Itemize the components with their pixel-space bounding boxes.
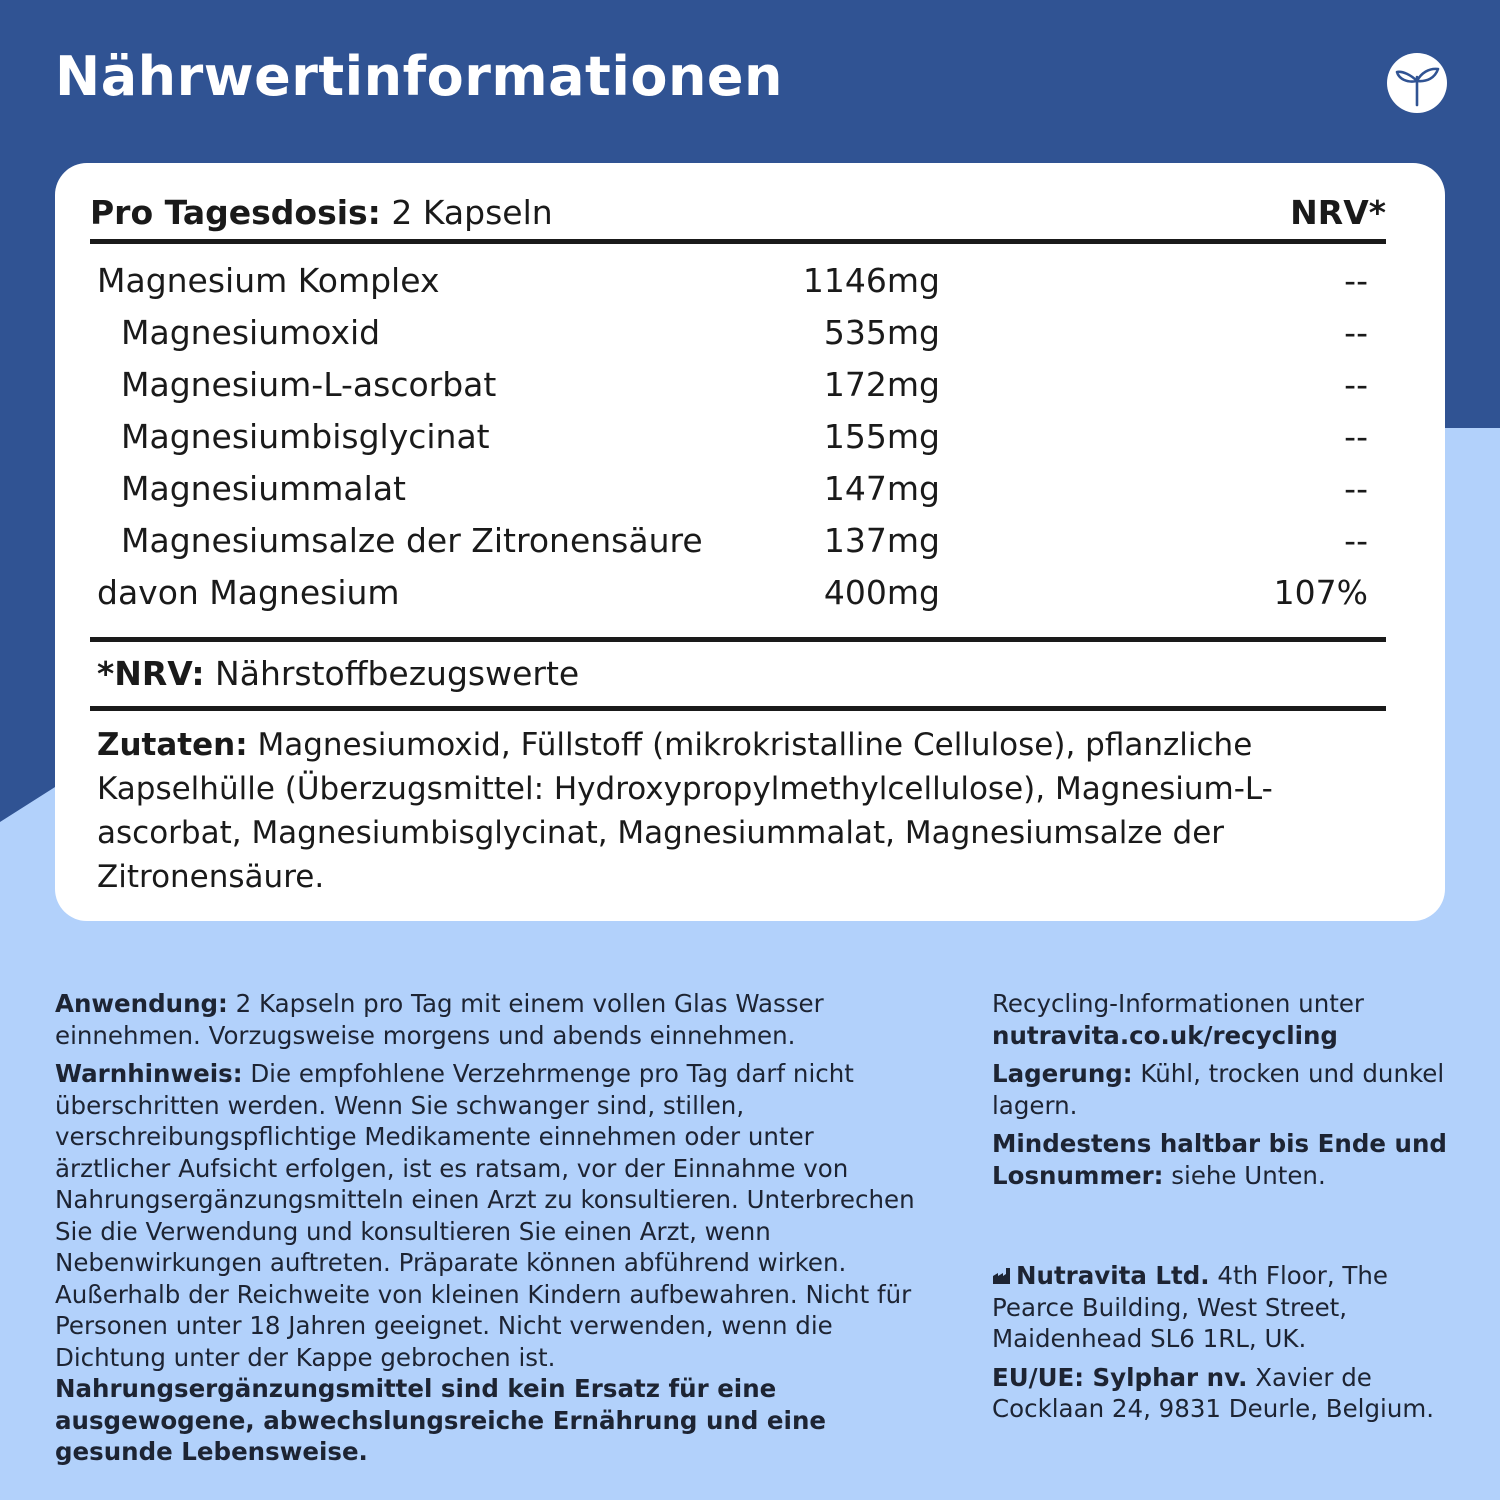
- nutrient-name: Magnesiummalat: [121, 469, 406, 508]
- nutrient-name: Magnesiumbisglycinat: [121, 417, 490, 456]
- page-title: Nährwertinformationen: [55, 45, 783, 108]
- table-row: [90, 515, 1386, 567]
- disclaimer: Nahrungsergänzungsmittel sind kein Ersatz für eine ausgewogene, abwechslungsreiche Ernährung und eine gesunde Lebensweise.: [55, 1374, 826, 1466]
- recycling-link[interactable]: nutravita.co.uk/recycling: [992, 1020, 1338, 1050]
- nutrient-nrv: 107%: [1273, 573, 1368, 612]
- usage-paragraph: [55, 988, 935, 1051]
- nutrient-amount: 535mg: [823, 313, 940, 352]
- warning-label: Warnhinweis:: [55, 1059, 243, 1088]
- nutrient-amount: 137mg: [823, 521, 940, 560]
- bestbefore-paragraph: [992, 1128, 1452, 1191]
- nutrient-nrv: --: [1344, 313, 1368, 352]
- manufacturer-address: 4th Floor, The Pearce Building, West Street, Maidenhead SL6 1RL, UK.: [992, 1261, 1388, 1353]
- table-row: [90, 411, 1386, 463]
- factory-icon: [992, 1261, 1012, 1279]
- usage-warnings: [55, 988, 935, 1475]
- table-row: [90, 307, 1386, 359]
- nutrient-name: Magnesium-L-ascorbat: [121, 365, 497, 404]
- eu-paragraph: [992, 1362, 1452, 1425]
- nrv-header: NRV*: [1290, 193, 1386, 232]
- nutrient-nrv: --: [1344, 469, 1368, 508]
- ingredients: [90, 723, 1347, 899]
- bestbefore-label: Mindestens haltbar bis Ende und Losnummer:: [992, 1129, 1447, 1190]
- nutrient-name: davon Magnesium: [97, 573, 400, 612]
- nutrient-name: Magnesiumsalze der Zitronensäure: [121, 521, 703, 560]
- leaf-sprout-icon: [1387, 53, 1447, 113]
- nutrient-nrv: --: [1344, 365, 1368, 404]
- nutrient-nrv: --: [1344, 417, 1368, 456]
- nutrient-amount: 147mg: [823, 469, 940, 508]
- bestbefore-text: siehe Unten.: [1163, 1160, 1326, 1190]
- footnote-text: Nährstoffbezugswerte: [204, 654, 580, 693]
- serving-label: Pro Tagesdosis:: [90, 193, 381, 232]
- nutrient-name: Magnesium Komplex: [97, 261, 440, 300]
- nutrient-nrv: --: [1344, 261, 1368, 300]
- nutrient-amount: 172mg: [823, 365, 940, 404]
- table-row: [90, 359, 1386, 411]
- recycling-text: Recycling-Informationen unter: [992, 989, 1364, 1018]
- ingredients-text: Magnesiumoxid, Füllstoff (mikrokristalline Cellulose), pflanzliche Kapselhülle (Überzugsmittel: Hydroxypropylmethylcellulose), Magnesium-L- ascorbat, Magnesiumbisglycinat, Magnesiummalat, Magnesiumsalze der Zitronensäure.: [97, 727, 1273, 895]
- table-row: [90, 463, 1386, 515]
- nutrient-name: Magnesiumoxid: [121, 313, 381, 352]
- warning-paragraph: [55, 1058, 935, 1468]
- spacer: [992, 1198, 1452, 1260]
- nutrient-amount: 155mg: [823, 417, 940, 456]
- serving-value: 2 Kapseln: [380, 193, 553, 232]
- manufacturer-paragraph: [992, 1260, 1452, 1355]
- nutrient-amount: 400mg: [823, 573, 940, 612]
- table-row: [90, 567, 1386, 619]
- usage-label: Anwendung:: [55, 989, 228, 1018]
- serving-header: [90, 191, 1386, 235]
- nutrient-table: [90, 255, 1386, 619]
- ingredients-label: Zutaten:: [97, 727, 248, 763]
- warning-text: Die empfohlene Verzehrmenge pro Tag darf nicht überschritten werden. Wenn Sie schwanger sind, stillen, verschreibungspflichtige Medikamente einnehmen oder unter ärztlicher Aufsicht erfolgen, ist es ratsam, vor der Einnahme von Nahrungsergänzungsmitteln einen Arzt zu konsultieren. Unterbrechen Sie die Verwendung und konsultieren Sie einen Arzt, wenn Nebenwirkungen auftreten. Präparate können abführend wirken. Außerhalb der Reichweite von kleinen Kindern aufbewahren. Nicht für Personen unter 18 Jahren geeignet. Nicht verwenden, wenn die Dichtung unter der Kappe gebrochen ist.: [55, 1059, 915, 1372]
- eu-label: EU/UE: Sylphar nv.: [992, 1362, 1248, 1392]
- divider: [90, 706, 1386, 711]
- table-row: [90, 255, 1386, 307]
- nutrition-card: [55, 163, 1445, 921]
- nutrient-nrv: --: [1344, 521, 1368, 560]
- storage-label: Lagerung:: [992, 1059, 1133, 1088]
- storage-text: Kühl, trocken und dunkel lagern.: [992, 1059, 1445, 1120]
- recycling-paragraph: [992, 988, 1452, 1051]
- manufacturer-name: Nutravita Ltd.: [1016, 1261, 1210, 1290]
- footnote-label: *NRV:: [97, 654, 205, 693]
- nutrient-amount: 1146mg: [802, 261, 940, 300]
- nrv-footnote: [90, 651, 1393, 697]
- storage-paragraph: [992, 1058, 1452, 1121]
- storage-manufacturer-info: [992, 988, 1452, 1432]
- usage-text: 2 Kapseln pro Tag mit einem vollen Glas Wasser einnehmen. Vorzugsweise morgens und abends einnehmen.: [55, 989, 824, 1050]
- divider: [90, 239, 1386, 244]
- eu-address: Xavier de Cocklaan 24, 9831 Deurle, Belgium.: [992, 1362, 1435, 1423]
- divider: [90, 637, 1386, 642]
